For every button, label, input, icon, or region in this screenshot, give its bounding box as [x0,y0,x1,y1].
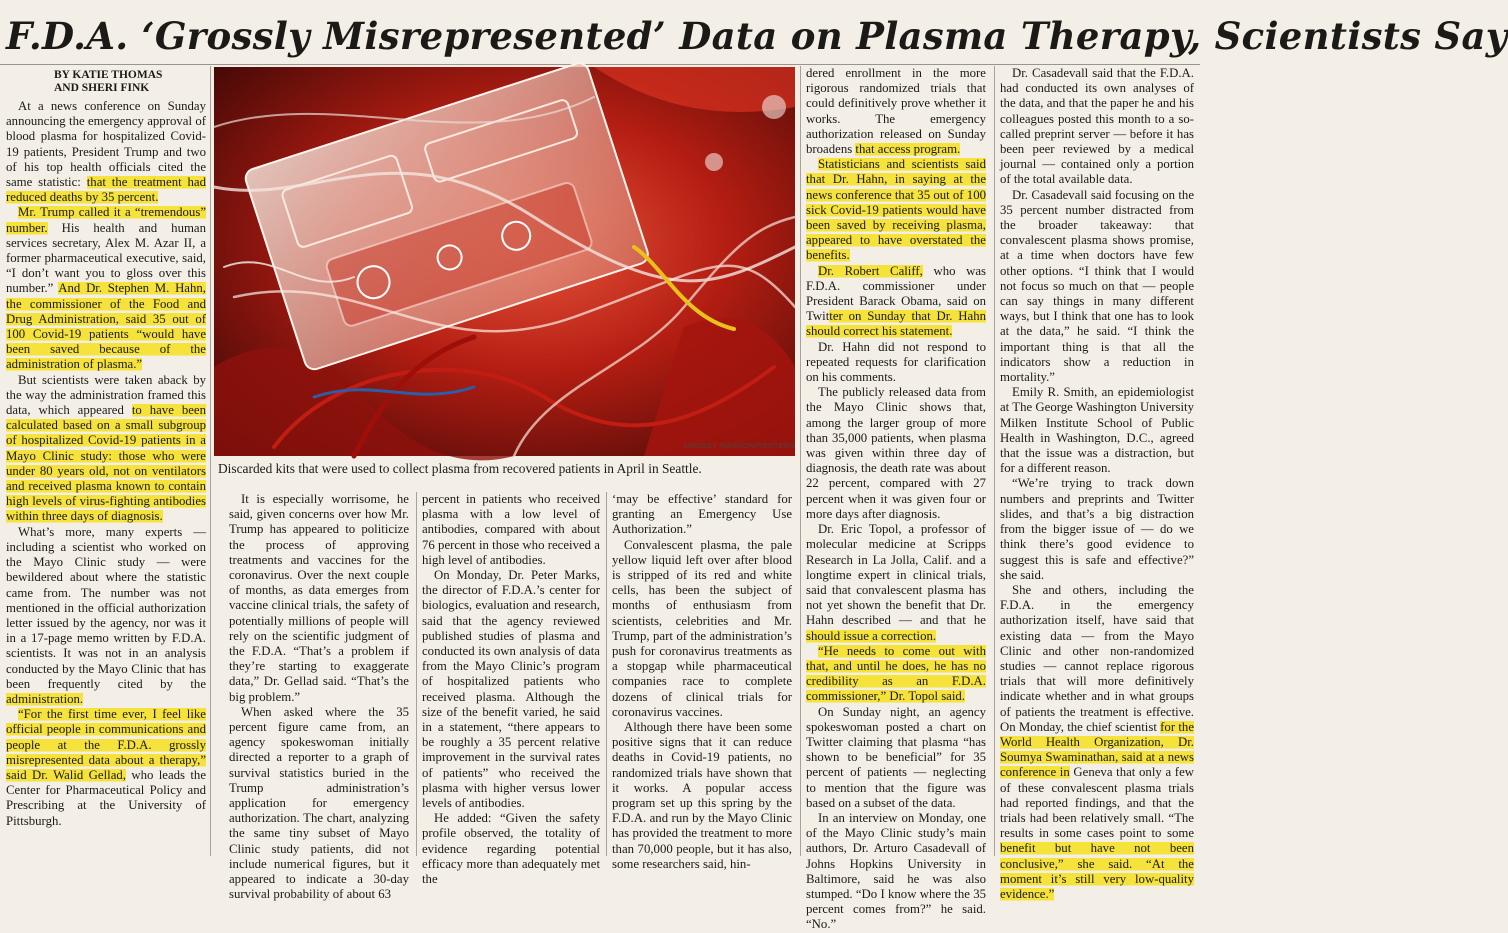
column-rule [606,492,607,856]
paragraph: percent in patients who received plasma with a low level of antibodies, compared with about 76 percent in those who received a high level of antibodies. [422,492,600,567]
paragraph: On Sunday night, an agency spokeswoman posted a chart on Twitter claiming that plasma “has shown to be beneficial” for 35 percent of patients — neglecting to mention that the figure was based on a subset of the data. [806,704,986,810]
byline-author-2: AND SHERI FINK [54,82,150,94]
paragraph: Although there have been some positive signs that it can reduce deaths in Covid-19 patients, no randomized trials have shown that it works. A popular access program set up this spring by the F.D.A. and run by the Mayo Clinic has provided the treatment to more than 70,000 people, but it has also, some researchers said, hin- [612,720,792,871]
column-rule [416,492,417,856]
paragraph: Emily R. Smith, an epidemiologist at The George Washington University Milken Institute School of Public Health in Washington, D.C., agreed that the issue was a distraction, but for a different reason. [1000,385,1194,476]
paragraph: It is especially worrisome, he said, given concerns over how Mr. Trump has appeared to politicize the process of approving treatments and vaccines for the coronavirus. Over the next couple of months, as data emerges from vaccine clinical trials, the safety of potentially millions of people will rely on the scientific judgment of the F.D.A. “That’s a problem if they’re starting to exaggerate data,” Dr. Gellad said. “That’s the big problem.” [229,492,409,704]
paragraph: Dr. Eric Topol, a professor of molecular medicine at Scripps Research in La Jolla, Calif. and a longtime expert in clinical trials, said that convalescent plasma has not yet shown the benefit that Dr. Hahn described — and that he should issue a correction. [806,522,986,643]
article-column-5 [806,66,987,932]
paragraph [806,157,986,263]
highlight: administration. [6,691,84,706]
paragraph [806,644,986,705]
highlight: that access program. [855,142,961,157]
paragraph: Dr. Hahn did not respond to repeated requests for clarification on his comments. [806,339,986,385]
paragraph: “We’re trying to track down numbers and preprints and Twitter slides, and that’s a big distraction from the bigger issue of — do we think there’s good evidence to suggest this is safe and effective?” she said. [1000,476,1194,582]
paragraph: On Monday, Dr. Peter Marks, the director of F.D.A.’s center for biologics, evaluation and research, said that the agency reviewed published studies of plasma and conducted its own analysis of data from the Mayo Clinic’s program of hospitalized patients who received plasma. Although the size of the benefit varied, he said in a statement, “there appears to be roughly a 35 percent relative improvement in the survival rates of patients” who received the plasma with higher versus lower levels of antibodies. [422,568,600,811]
article-column-2 [229,492,409,902]
highlight: benefit but have not been conclusive,” she said. “At the moment it’s still very low-quality evidence.” [1000,841,1194,901]
article-column-1 [6,66,206,856]
highlight: “For the first time ever, I feel like official people in communications and people at the F.D.A. grossly misrepresented data about a therapy,” [6,707,206,767]
highlight: Dr. Robert Califf, [818,263,923,278]
highlight: ter on Sunday that Dr. Hahn should correct his statement. [806,309,986,339]
top-rule [0,64,1200,65]
article-column-3 [422,492,600,887]
paragraph: dered enrollment in the more rigorous randomized trials that could definitively prove whether it works. The emergency authorization released on Sunday broadens that access program. [806,66,986,157]
paragraph: In an interview on Monday, one of the Mayo Clinic study’s main authors, Dr. Arturo Casadevall of Johns Hopkins University in Baltimore, said he was also stumped. “Do I know where the 35 percent comes from?” he said. “No.” [806,810,986,932]
article-column-4 [612,492,792,871]
paragraph: He added: “Given the safety profile observed, the totality of evidence regarding potential efficacy more than adequately met the [422,811,600,887]
paragraph: What’s more, many experts — including a scientist who worked on the Mayo Clinic study — were bewildered about where the statistic came from. The number was not mentioned in the official authorization letter issued by the agency, nor was it in a 17-page memo written by F.D.A. scientists. It was not in an analysis conducted by the Mayo Clinic that has been frequently cited by the administration. [6,524,206,706]
byline-author-1: BY KATIE THOMAS [54,69,163,81]
article-photo [214,67,795,456]
photo-caption: Discarded kits that were used to collect plasma from recovered patients in April in Seattle. [218,461,702,476]
column-rule [210,66,211,856]
highlight: that the treatment had reduced deaths by 35 percent. [6,175,207,205]
highlight: for the World Health Organization, Dr. Soumya Swaminathan, said at a news conference in [1000,719,1194,780]
article-column-6 [1000,66,1194,901]
highlight: Mr. Trump called it a “tremendous” number. [6,205,206,235]
paragraph: At a news conference on Sunday announcing the emergency approval of blood plasma for hospitalized Covid-19 patients, President Trump and two of his top health officials cited the same statistic: that the treatment had reduced deaths by 35 percent. [6,99,207,205]
column-rule [800,66,801,856]
highlight: Statisticians and scientists said that Dr. Hahn, in saying at the news conference that 35 out of 100 sick Covid-19 patients would have been saved by receiving plasma, appeared to have overstated the benefits. [806,157,986,263]
headline: F.D.A. ‘Grossly Misrepresented’ Data on Plasma Therapy, Scientists Say [6,14,1508,58]
paragraph: Convalescent plasma, the pale yellow liquid left over after blood is stripped of its red and white cells, has been the subject of months of enthusiasm from scientists, celebrities and Mr. Trump, part of the administration’s push for coronavirus treatments as a stopgap while pharmaceutical companies race to complete dozens of clinical trials for coronavirus vaccines. [612,537,792,719]
highlight: “He needs to come out with that, and until he does, he has no credibility as an F.D.A. commissioner,” Dr. Topol said. [806,643,986,704]
column-rule [994,66,995,856]
highlight: said Dr. Walid Gellad, [6,767,126,782]
plasma-kits-image [214,67,795,456]
photo-credit: LINDSEY WASSON/REUTERS [683,441,795,450]
paragraph: The publicly released data from the Mayo Clinic shows that, among the larger group of more than 35,000 patients, when plasma was given within three day of diagnosis, the death rate was about 22 percent, compared with 27 percent when it was given four or more days after diagnosis. [806,385,986,521]
highlight: to have been calculated based on a small subgroup of hospitalized Covid-19 patients in a Mayo Clinic study: those who were under 80 years old, not on ventilators and received plasma known to contain high levels of virus-fighting antibodies within three days of diagnosis. [6,403,206,524]
paragraph: ‘may be effective’ standard for granting an Emergency Use Authorization.” [612,492,792,537]
byline [54,69,206,95]
paragraph: Dr. Casadevall said focusing on the 35 percent number distracted from the broader takeaway: that convalescent plasma shows promise, at a time when doctors have few other options. “I think that I would not focus so much on that — people can say things in many different ways, but I think that one has to look at the data,” he said. “I think the important thing is that all the indicators show a reduction in mortality.” [1000,187,1194,385]
paragraph: Dr. Casadevall said that the F.D.A. had conducted its own analyses of the data, and that the paper he and his colleagues posted this month to a so-called preprint server — before it has been peer reviewed by a medical journal — contained only a portion of the total available data. [1000,66,1194,187]
paragraph: She and others, including the F.D.A. in the emergency authorization itself, have said that existing data — from the Mayo Clinic and other non-randomized studies — cannot replace rigorous trials that will more definitively indicate whether and in what groups of patients the treatment is effective. On Monday, the chief scientist for the World Health Organization, Dr. Soumya Swaminathan, said at a news conference in Geneva that only a few of these convalescent plasma trials had reported findings, and that the trials had been relatively small. “The results in some cases point to some benefit but have not been conclusive,” she said. “At the moment it’s still very low-quality evidence.” [1000,582,1194,901]
paragraph: But scientists were taken aback by the way the administration framed this data, which appeared to have been calculated based on a small subgroup of hospitalized Covid-19 patients in a Mayo Clinic study: those who were under 80 years old, not on ventilators and received plasma known to contain high levels of virus-fighting antibodies within three days of diagnosis. [6,372,206,524]
paragraph: “For the first time ever, I feel like official people in communications and people at the F.D.A. grossly misrepresented data about a therapy,” said Dr. Walid Gellad, who leads the Center for Pharmaceutical Policy and Prescribing at the University of Pittsburgh. [6,707,207,828]
paragraph: Mr. Trump called it a “tremendous” number. His health and human services secretary, Alex M. Azar II, a former pharmaceutical executive, said, “I don’t want you to gloss over this number.” And Dr. Stephen M. Hahn, the commissioner of the Food and Drug Administration, said 35 out of 100 Covid-19 patients “would have been saved because of the administration of plasma.” [6,205,206,372]
paragraph: Dr. Robert Califf, who was F.D.A. commissioner under President Barack Obama, said on Twitter on Sunday that Dr. Hahn should correct his statement. [806,263,987,339]
highlight: And Dr. Stephen M. Hahn, the commissioner of the Food and Drug Administration, said 35 out of 100 Covid-19 patients “would have been saved because of the administration of plasma.” [6,281,206,372]
paragraph: When asked where the 35 percent figure came from, an agency spokeswoman initially directed a reporter to a graph of survival statistics buried in the Trump administration’s application for emergency authorization. The chart, analyzing the same tiny subset of Mayo Clinic study patients, did not include numerical figures, but it appeared to indicate a 30-day survival probability of about 63 [229,704,409,902]
highlight: should issue a correction. [806,628,937,643]
